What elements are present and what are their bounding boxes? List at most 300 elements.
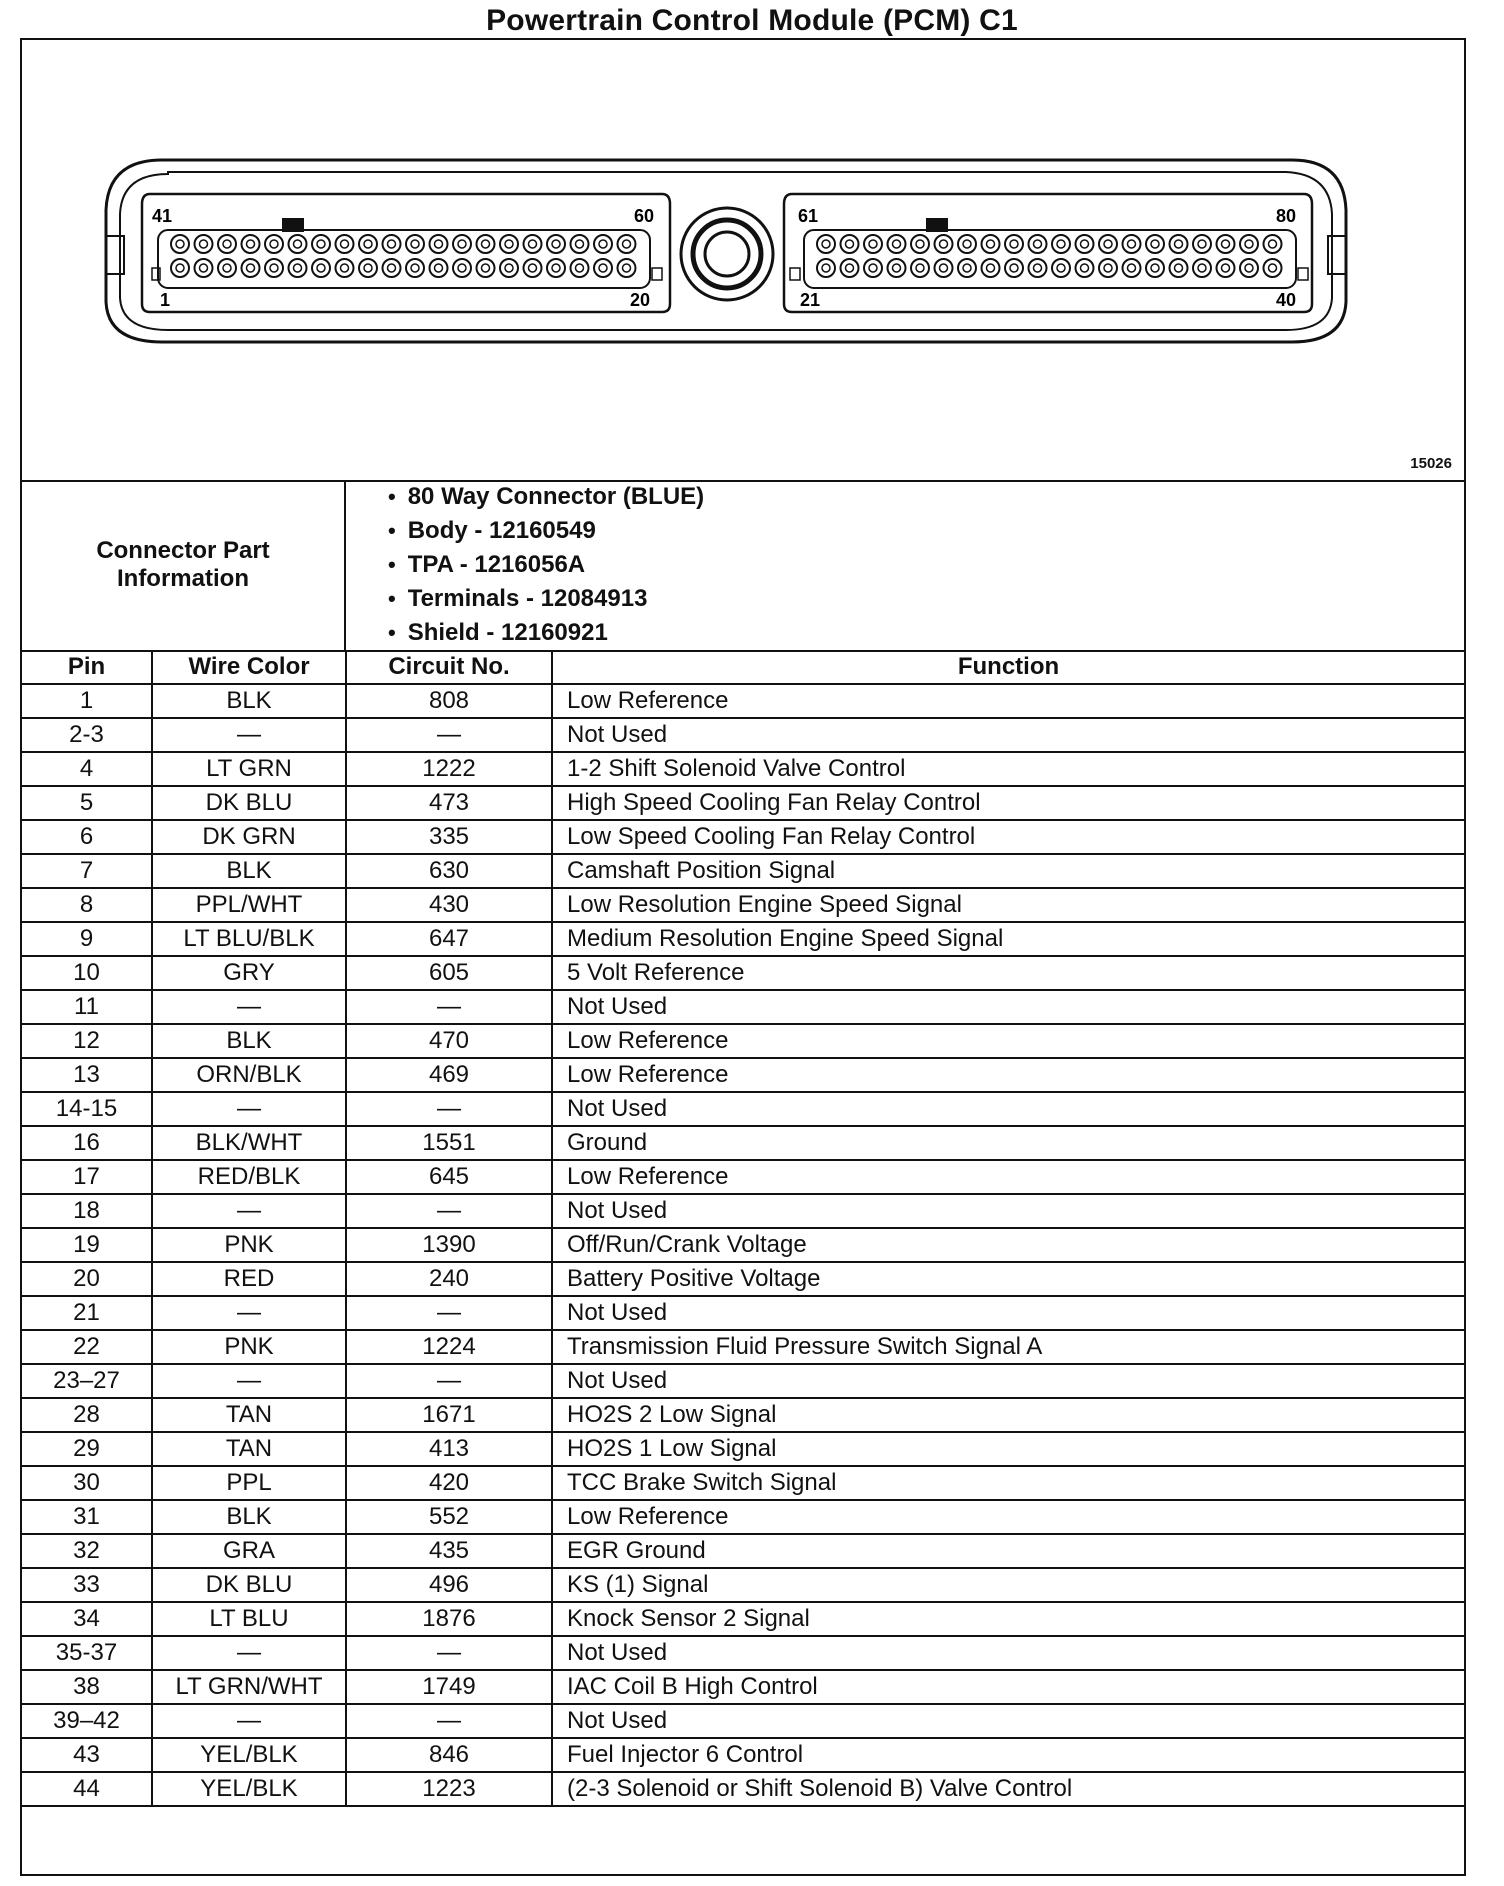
cell-pin: 13 bbox=[22, 1058, 152, 1092]
pin-socket-hole bbox=[987, 264, 995, 272]
pin-socket-hole bbox=[1245, 264, 1253, 272]
label-pin-41: 41 bbox=[152, 206, 173, 226]
center-jack-core bbox=[705, 232, 749, 276]
cell-pin: 14-15 bbox=[22, 1092, 152, 1126]
pin-socket-hole bbox=[916, 264, 924, 272]
pin-socket-hole bbox=[869, 264, 877, 272]
table-row bbox=[22, 1500, 1464, 1534]
cell-circuit-no: 1551 bbox=[346, 1126, 552, 1160]
pin-socket bbox=[547, 259, 565, 277]
cell-circuit-no: 630 bbox=[346, 854, 552, 888]
pin-socket bbox=[1052, 235, 1070, 253]
pin-socket-hole bbox=[294, 264, 302, 272]
table-row bbox=[22, 1568, 1464, 1602]
pin-socket bbox=[618, 259, 636, 277]
table-row bbox=[22, 1772, 1464, 1806]
pin-socket bbox=[864, 259, 882, 277]
pin-socket bbox=[195, 235, 213, 253]
cell-function: Ground bbox=[552, 1126, 1464, 1160]
cell-wire-color: PPL/WHT bbox=[152, 888, 346, 922]
cell-wire-color: — bbox=[152, 1092, 346, 1126]
pin-socket-hole bbox=[576, 264, 584, 272]
cell-function: Not Used bbox=[552, 718, 1464, 752]
pin-socket bbox=[242, 235, 260, 253]
pin-socket bbox=[500, 235, 518, 253]
table-row bbox=[22, 786, 1464, 820]
table-row bbox=[22, 1432, 1464, 1466]
table-row bbox=[22, 922, 1464, 956]
pin-socket-hole bbox=[1010, 264, 1018, 272]
pin-socket bbox=[453, 235, 471, 253]
cell-wire-color: DK BLU bbox=[152, 1568, 346, 1602]
pin-socket bbox=[571, 259, 589, 277]
cell-circuit-no: 496 bbox=[346, 1568, 552, 1602]
pin-table-body bbox=[22, 684, 1464, 1806]
cell-pin: 35-37 bbox=[22, 1636, 152, 1670]
pin-socket bbox=[958, 235, 976, 253]
pin-socket-hole bbox=[247, 240, 255, 248]
table-row bbox=[22, 752, 1464, 786]
pin-socket bbox=[171, 259, 189, 277]
pin-socket bbox=[594, 235, 612, 253]
pin-socket-hole bbox=[893, 240, 901, 248]
pin-socket bbox=[1052, 259, 1070, 277]
cell-circuit-no: 1749 bbox=[346, 1670, 552, 1704]
cell-function: Not Used bbox=[552, 1092, 1464, 1126]
cell-function: Low Reference bbox=[552, 1160, 1464, 1194]
pin-socket-hole bbox=[341, 264, 349, 272]
pin-socket bbox=[336, 259, 354, 277]
pin-socket-hole bbox=[576, 240, 584, 248]
pin-socket bbox=[982, 259, 1000, 277]
pin-socket-hole bbox=[846, 264, 854, 272]
pin-socket bbox=[430, 235, 448, 253]
left-key-mark bbox=[282, 218, 304, 232]
cell-pin: 4 bbox=[22, 752, 152, 786]
pin-socket bbox=[817, 235, 835, 253]
label-pin-60: 60 bbox=[634, 206, 655, 226]
right-pin-array bbox=[817, 235, 1282, 277]
pin-socket bbox=[1170, 259, 1188, 277]
connector-info-item: • Body - 12160549 bbox=[388, 514, 704, 548]
pin-socket bbox=[841, 235, 859, 253]
pin-socket bbox=[1029, 235, 1047, 253]
cell-wire-color: LT BLU bbox=[152, 1602, 346, 1636]
pin-socket-hole bbox=[1104, 264, 1112, 272]
pin-socket-hole bbox=[1081, 240, 1089, 248]
pin-socket-hole bbox=[846, 240, 854, 248]
cell-wire-color: PPL bbox=[152, 1466, 346, 1500]
cell-circuit-no: — bbox=[346, 1296, 552, 1330]
pin-socket-hole bbox=[963, 240, 971, 248]
table-row bbox=[22, 956, 1464, 990]
cell-circuit-no: 552 bbox=[346, 1500, 552, 1534]
pin-socket bbox=[1005, 235, 1023, 253]
table-row bbox=[22, 1330, 1464, 1364]
pin-socket-hole bbox=[411, 264, 419, 272]
cell-function: Not Used bbox=[552, 1704, 1464, 1738]
pin-socket bbox=[477, 259, 495, 277]
cell-function: Not Used bbox=[552, 1636, 1464, 1670]
pin-socket bbox=[265, 259, 283, 277]
pin-socket bbox=[289, 235, 307, 253]
table-row bbox=[22, 684, 1464, 718]
cell-function: HO2S 1 Low Signal bbox=[552, 1432, 1464, 1466]
cell-circuit-no: 1222 bbox=[346, 752, 552, 786]
pin-socket bbox=[1076, 235, 1094, 253]
pin-socket-hole bbox=[1151, 264, 1159, 272]
pin-socket-hole bbox=[247, 264, 255, 272]
cell-wire-color: — bbox=[152, 1364, 346, 1398]
pin-socket-hole bbox=[1151, 240, 1159, 248]
table-row bbox=[22, 1194, 1464, 1228]
label-pin-21: 21 bbox=[800, 290, 821, 310]
pin-socket bbox=[359, 259, 377, 277]
cell-function: EGR Ground bbox=[552, 1534, 1464, 1568]
pin-socket-hole bbox=[458, 240, 466, 248]
cell-wire-color: PNK bbox=[152, 1330, 346, 1364]
pin-socket bbox=[864, 235, 882, 253]
pin-socket-hole bbox=[1010, 240, 1018, 248]
pin-socket-hole bbox=[223, 264, 231, 272]
cell-wire-color: LT BLU/BLK bbox=[152, 922, 346, 956]
figure-number: 15026 bbox=[1410, 455, 1452, 472]
pin-socket bbox=[195, 259, 213, 277]
pin-socket-hole bbox=[599, 264, 607, 272]
pin-socket-hole bbox=[1081, 264, 1089, 272]
pin-socket bbox=[500, 259, 518, 277]
pin-socket-hole bbox=[1034, 264, 1042, 272]
cell-wire-color: PNK bbox=[152, 1228, 346, 1262]
table-row bbox=[22, 1670, 1464, 1704]
cell-wire-color: GRY bbox=[152, 956, 346, 990]
pin-socket-hole bbox=[505, 264, 513, 272]
cell-pin: 2-3 bbox=[22, 718, 152, 752]
pin-socket bbox=[430, 259, 448, 277]
cell-function: Battery Positive Voltage bbox=[552, 1262, 1464, 1296]
cell-function: Off/Run/Crank Voltage bbox=[552, 1228, 1464, 1262]
cell-function: Medium Resolution Engine Speed Signal bbox=[552, 922, 1464, 956]
cell-wire-color: — bbox=[152, 990, 346, 1024]
pin-socket bbox=[312, 235, 330, 253]
cell-pin: 43 bbox=[22, 1738, 152, 1772]
pin-socket bbox=[524, 259, 542, 277]
table-header-row bbox=[22, 650, 1464, 684]
cell-circuit-no: 473 bbox=[346, 786, 552, 820]
pin-socket-hole bbox=[482, 264, 490, 272]
cell-circuit-no: 413 bbox=[346, 1432, 552, 1466]
cell-function: High Speed Cooling Fan Relay Control bbox=[552, 786, 1464, 820]
pin-socket-hole bbox=[623, 240, 631, 248]
left-pin-array bbox=[171, 235, 636, 277]
cell-wire-color: — bbox=[152, 1704, 346, 1738]
cell-wire-color: — bbox=[152, 1194, 346, 1228]
cell-function: Not Used bbox=[552, 1194, 1464, 1228]
right-key-mark bbox=[926, 218, 948, 232]
cell-function: (2-3 Solenoid or Shift Solenoid B) Valve Control bbox=[552, 1772, 1464, 1806]
pin-socket-hole bbox=[1175, 264, 1183, 272]
pin-socket bbox=[1240, 259, 1258, 277]
connector-info-list bbox=[388, 480, 704, 650]
right-pin-block-outline bbox=[784, 194, 1312, 312]
cell-circuit-no: — bbox=[346, 1364, 552, 1398]
cell-circuit-no: — bbox=[346, 1194, 552, 1228]
cell-function: Low Speed Cooling Fan Relay Control bbox=[552, 820, 1464, 854]
table-row bbox=[22, 1364, 1464, 1398]
pin-socket-hole bbox=[623, 264, 631, 272]
pin-socket bbox=[1170, 235, 1188, 253]
cell-wire-color: DK GRN bbox=[152, 820, 346, 854]
pin-socket bbox=[312, 259, 330, 277]
cell-circuit-no: — bbox=[346, 1636, 552, 1670]
pin-socket bbox=[336, 235, 354, 253]
header-wire-color: Wire Color bbox=[152, 650, 346, 684]
pin-socket-hole bbox=[822, 240, 830, 248]
cell-wire-color: RED bbox=[152, 1262, 346, 1296]
pin-socket bbox=[477, 235, 495, 253]
table-row bbox=[22, 1602, 1464, 1636]
pin-socket-hole bbox=[599, 240, 607, 248]
table-row bbox=[22, 1160, 1464, 1194]
left-latch-tab bbox=[106, 236, 124, 274]
cell-function: Fuel Injector 6 Control bbox=[552, 1738, 1464, 1772]
label-pin-20: 20 bbox=[630, 290, 651, 310]
cell-function: 1-2 Shift Solenoid Valve Control bbox=[552, 752, 1464, 786]
cell-pin: 31 bbox=[22, 1500, 152, 1534]
pin-socket bbox=[1146, 259, 1164, 277]
cell-circuit-no: 605 bbox=[346, 956, 552, 990]
pin-socket bbox=[1264, 235, 1282, 253]
pin-socket-hole bbox=[552, 240, 560, 248]
cell-circuit-no: 1390 bbox=[346, 1228, 552, 1262]
table-row bbox=[22, 1296, 1464, 1330]
connector-drawing bbox=[22, 40, 1464, 480]
pin-socket-hole bbox=[1057, 240, 1065, 248]
table-row bbox=[22, 820, 1464, 854]
pin-socket-hole bbox=[987, 240, 995, 248]
cell-wire-color: YEL/BLK bbox=[152, 1738, 346, 1772]
pin-socket bbox=[242, 259, 260, 277]
cell-circuit-no: — bbox=[346, 1092, 552, 1126]
cell-wire-color: — bbox=[152, 1296, 346, 1330]
pin-socket-hole bbox=[822, 264, 830, 272]
pin-socket-hole bbox=[1269, 240, 1277, 248]
pin-socket-hole bbox=[505, 240, 513, 248]
pin-socket bbox=[982, 235, 1000, 253]
cell-pin: 30 bbox=[22, 1466, 152, 1500]
cell-function: Low Reference bbox=[552, 684, 1464, 718]
pin-socket-hole bbox=[940, 240, 948, 248]
cell-wire-color: TAN bbox=[152, 1432, 346, 1466]
table-row bbox=[22, 990, 1464, 1024]
cell-wire-color: — bbox=[152, 718, 346, 752]
connector-part-information bbox=[22, 480, 1464, 652]
pin-socket-hole bbox=[341, 240, 349, 248]
cell-function: Low Resolution Engine Speed Signal bbox=[552, 888, 1464, 922]
pin-socket-hole bbox=[364, 240, 372, 248]
pin-socket-hole bbox=[869, 240, 877, 248]
pin-socket-hole bbox=[893, 264, 901, 272]
pin-socket bbox=[594, 259, 612, 277]
cell-pin: 23–27 bbox=[22, 1364, 152, 1398]
cell-wire-color: BLK/WHT bbox=[152, 1126, 346, 1160]
cell-circuit-no: 430 bbox=[346, 888, 552, 922]
pin-socket bbox=[1146, 235, 1164, 253]
cell-function: Camshaft Position Signal bbox=[552, 854, 1464, 888]
pin-socket-hole bbox=[294, 240, 302, 248]
pin-socket bbox=[289, 259, 307, 277]
table-row bbox=[22, 1636, 1464, 1670]
pin-socket bbox=[1217, 259, 1235, 277]
cell-pin: 18 bbox=[22, 1194, 152, 1228]
cell-circuit-no: — bbox=[346, 990, 552, 1024]
cell-pin: 11 bbox=[22, 990, 152, 1024]
pin-socket bbox=[911, 235, 929, 253]
cell-pin: 34 bbox=[22, 1602, 152, 1636]
cell-pin: 19 bbox=[22, 1228, 152, 1262]
cell-wire-color: YEL/BLK bbox=[152, 1772, 346, 1806]
pin-socket-hole bbox=[1198, 264, 1206, 272]
table-row bbox=[22, 1262, 1464, 1296]
cell-pin: 32 bbox=[22, 1534, 152, 1568]
pin-socket bbox=[406, 259, 424, 277]
connector-info-item: • Shield - 12160921 bbox=[388, 616, 704, 650]
pin-socket bbox=[383, 235, 401, 253]
cell-circuit-no: 470 bbox=[346, 1024, 552, 1058]
cell-function: Not Used bbox=[552, 990, 1464, 1024]
table-row bbox=[22, 1058, 1464, 1092]
pin-socket-hole bbox=[388, 264, 396, 272]
cell-pin: 16 bbox=[22, 1126, 152, 1160]
pin-socket-hole bbox=[1245, 240, 1253, 248]
pin-socket bbox=[888, 235, 906, 253]
cell-pin: 9 bbox=[22, 922, 152, 956]
pin-socket-hole bbox=[458, 264, 466, 272]
cell-function: KS (1) Signal bbox=[552, 1568, 1464, 1602]
table-row bbox=[22, 888, 1464, 922]
table-row bbox=[22, 1704, 1464, 1738]
connector-info-item: • 80 Way Connector (BLUE) bbox=[388, 480, 704, 514]
pin-socket bbox=[935, 259, 953, 277]
document-frame bbox=[20, 38, 1466, 1876]
pin-socket bbox=[888, 259, 906, 277]
pin-socket-hole bbox=[176, 240, 184, 248]
cell-pin: 28 bbox=[22, 1398, 152, 1432]
pin-socket bbox=[1099, 235, 1117, 253]
table-row bbox=[22, 1092, 1464, 1126]
table-row bbox=[22, 1466, 1464, 1500]
cell-wire-color: DK BLU bbox=[152, 786, 346, 820]
pin-socket bbox=[571, 235, 589, 253]
header-function: Function bbox=[552, 650, 1464, 684]
connector-info-label: Connector Part Information bbox=[22, 480, 346, 650]
cell-function: IAC Coil B High Control bbox=[552, 1670, 1464, 1704]
pin-socket-hole bbox=[364, 264, 372, 272]
pin-socket-hole bbox=[200, 264, 208, 272]
pin-socket-hole bbox=[435, 240, 443, 248]
pin-socket-hole bbox=[1198, 240, 1206, 248]
cell-pin: 44 bbox=[22, 1772, 152, 1806]
pin-socket bbox=[817, 259, 835, 277]
pin-socket-hole bbox=[1222, 264, 1230, 272]
cell-circuit-no: 1224 bbox=[346, 1330, 552, 1364]
pin-socket bbox=[359, 235, 377, 253]
cell-circuit-no: 1223 bbox=[346, 1772, 552, 1806]
pin-socket-hole bbox=[223, 240, 231, 248]
pin-socket-hole bbox=[317, 240, 325, 248]
cell-circuit-no: — bbox=[346, 1704, 552, 1738]
pin-socket bbox=[958, 259, 976, 277]
cell-wire-color: — bbox=[152, 1636, 346, 1670]
cell-circuit-no: 808 bbox=[346, 684, 552, 718]
pin-socket bbox=[911, 259, 929, 277]
pin-socket bbox=[547, 235, 565, 253]
label-pin-61: 61 bbox=[798, 206, 819, 226]
cell-function: Low Reference bbox=[552, 1058, 1464, 1092]
cell-function: 5 Volt Reference bbox=[552, 956, 1464, 990]
pin-socket-hole bbox=[1128, 264, 1136, 272]
pin-socket bbox=[1240, 235, 1258, 253]
cell-wire-color: GRA bbox=[152, 1534, 346, 1568]
cell-wire-color: TAN bbox=[152, 1398, 346, 1432]
cell-function: Low Reference bbox=[552, 1500, 1464, 1534]
cell-pin: 1 bbox=[22, 684, 152, 718]
table-row bbox=[22, 1126, 1464, 1160]
cell-wire-color: LT GRN bbox=[152, 752, 346, 786]
pin-socket-hole bbox=[411, 240, 419, 248]
cell-wire-color: BLK bbox=[152, 1500, 346, 1534]
pin-socket-hole bbox=[1128, 240, 1136, 248]
pin-socket-hole bbox=[1104, 240, 1112, 248]
cell-function: Knock Sensor 2 Signal bbox=[552, 1602, 1464, 1636]
pin-socket-hole bbox=[940, 264, 948, 272]
pin-socket-hole bbox=[176, 264, 184, 272]
pin-socket bbox=[1264, 259, 1282, 277]
pin-socket-hole bbox=[1269, 264, 1277, 272]
pin-socket bbox=[453, 259, 471, 277]
pin-socket-hole bbox=[317, 264, 325, 272]
cell-pin: 10 bbox=[22, 956, 152, 990]
cell-wire-color: BLK bbox=[152, 684, 346, 718]
cell-circuit-no: 1671 bbox=[346, 1398, 552, 1432]
cell-circuit-no: 469 bbox=[346, 1058, 552, 1092]
label-pin-80: 80 bbox=[1276, 206, 1297, 226]
cell-pin: 20 bbox=[22, 1262, 152, 1296]
pin-socket-hole bbox=[1057, 264, 1065, 272]
pin-socket-hole bbox=[388, 240, 396, 248]
cell-wire-color: BLK bbox=[152, 854, 346, 888]
pin-socket-hole bbox=[1034, 240, 1042, 248]
cell-pin: 21 bbox=[22, 1296, 152, 1330]
cell-pin: 17 bbox=[22, 1160, 152, 1194]
cell-pin: 6 bbox=[22, 820, 152, 854]
pin-socket bbox=[1123, 259, 1141, 277]
cell-pin: 12 bbox=[22, 1024, 152, 1058]
table-row bbox=[22, 1534, 1464, 1568]
cell-pin: 39–42 bbox=[22, 1704, 152, 1738]
cell-pin: 5 bbox=[22, 786, 152, 820]
pin-socket-hole bbox=[482, 240, 490, 248]
pin-socket bbox=[383, 259, 401, 277]
cell-circuit-no: 645 bbox=[346, 1160, 552, 1194]
cell-circuit-no: 335 bbox=[346, 820, 552, 854]
page-title: Powertrain Control Module (PCM) C1 bbox=[486, 4, 1018, 37]
cell-circuit-no: 647 bbox=[346, 922, 552, 956]
pin-socket bbox=[265, 235, 283, 253]
pin-socket bbox=[618, 235, 636, 253]
pin-socket bbox=[1217, 235, 1235, 253]
connector-info-item: • Terminals - 12084913 bbox=[388, 582, 704, 616]
